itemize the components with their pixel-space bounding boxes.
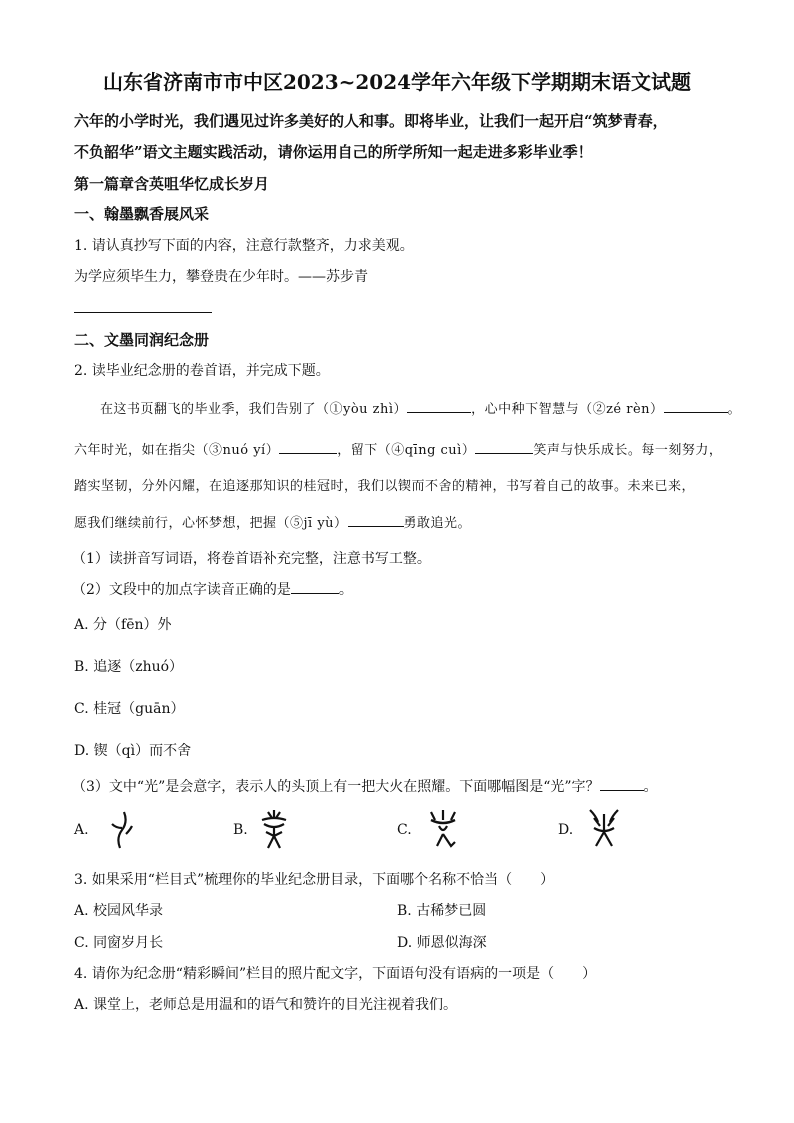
passage-line-2 <box>74 439 722 458</box>
intro-line-1: 六年的小学时光，我们遇见过许多美好的人和事。即将毕业，让我们一起开启“筑梦青春， <box>74 112 668 130</box>
option-a[interactable]: A. 分（fēn）外 <box>74 617 172 633</box>
poem-line: 为学应须毕生力，攀登贵在少年时。——苏步青 <box>74 269 368 285</box>
glyph-b-icon[interactable] <box>254 806 294 850</box>
passage-text: 笑声与快乐成长。每一刻努力， <box>533 443 723 458</box>
glyph-d-icon[interactable] <box>586 806 622 850</box>
blank-3[interactable] <box>279 439 337 454</box>
answer-line[interactable] <box>74 312 212 313</box>
passage-text: ，留下（④qīng cuì） <box>337 443 476 458</box>
option-c[interactable]: C. 桂冠（guān） <box>74 701 185 717</box>
glyph-option-c-label[interactable]: C. <box>397 822 412 838</box>
passage-text: 六年时光，如在指尖（③nuó yí） <box>74 443 280 458</box>
question-1: 1. 请认真抄写下面的内容，注意行款整齐，力求美观。 <box>74 238 414 254</box>
section-1-heading: 一、翰墨飘香展风采 <box>74 205 210 223</box>
q3-option-a[interactable]: A. 校园风华录 <box>74 903 164 919</box>
question-3: 3. 如果采用“栏目式”梳理你的毕业纪念册目录，下面哪个名称不恰当（ ） <box>74 872 555 888</box>
sub-question-2-end: 。 <box>338 582 353 598</box>
intro-line-2: 不负韶华”语文主题实践活动，请你运用自己的所学所知一起走进多彩毕业季！ <box>74 143 593 161</box>
glyph-option-b-label[interactable]: B. <box>233 822 248 838</box>
passage-line-3: 踏实坚韧，分外闪耀，在追逐那知识的桂冠时，我们以锲而不舍的精神，书写着自己的故事。未来已来， <box>74 479 696 494</box>
question-2: 2. 读毕业纪念册的卷首语，并完成下题。 <box>74 363 330 379</box>
chapter-heading: 第一篇章含英咀华忆成长岁月 <box>74 175 270 193</box>
question-4: 4. 请你为纪念册“精彩瞬间”栏目的照片配文字，下面语句没有语病的一项是（ ） <box>74 966 597 982</box>
passage-text: 愿我们继续前行，心怀梦想，把握（⑤jī yù） <box>74 516 348 531</box>
passage-line-1 <box>100 398 741 417</box>
glyph-a-icon[interactable] <box>106 808 136 852</box>
passage-text: 。 <box>727 402 742 417</box>
answer-blank[interactable] <box>600 776 644 791</box>
sub-question-3-text: （3）文中“光”是会意字，表示人的头顶上有一把大火在照耀。下面哪幅图是“光”字？ <box>72 779 600 795</box>
sub-question-1: （1）读拼音写词语，将卷首语补充完整，注意书写工整。 <box>72 551 431 567</box>
passage-text: ，心中种下智慧与（②zé rèn） <box>471 402 664 417</box>
q3-option-b[interactable]: B. 古稀梦已圆 <box>397 903 487 919</box>
passage-line-4 <box>74 512 471 531</box>
section-2-heading: 二、文墨同润纪念册 <box>74 331 210 349</box>
q3-option-d[interactable]: D. 师恩似海深 <box>397 935 487 951</box>
glyph-option-d-label[interactable]: D. <box>558 822 574 838</box>
q4-option-a[interactable]: A. 课堂上，老师总是用温和的语气和赞许的目光注视着我们。 <box>74 997 458 1013</box>
blank-4[interactable] <box>475 439 533 454</box>
q3-option-c[interactable]: C. 同窗岁月长 <box>74 935 164 951</box>
option-d[interactable]: D. 锲（qì）而不舍 <box>74 743 192 759</box>
page-title: 山东省济南市市中区2023~2024学年六年级下学期期末语文试题 <box>102 70 692 94</box>
sub-question-3-end: 。 <box>643 779 658 795</box>
sub-question-3 <box>72 776 658 796</box>
blank-5[interactable] <box>348 512 404 527</box>
passage-text: 勇敢追光。 <box>403 516 472 531</box>
option-b[interactable]: B. 追逐（zhuó） <box>74 659 184 675</box>
sub-question-2 <box>72 579 353 599</box>
passage-text: 在这书页翻飞的毕业季，我们告别了（①yòu zhì） <box>100 402 408 417</box>
answer-blank[interactable] <box>291 579 339 594</box>
glyph-c-icon[interactable] <box>425 806 461 850</box>
sub-question-2-text: （2）文段中的加点字读音正确的是 <box>72 582 291 598</box>
blank-2[interactable] <box>664 398 728 413</box>
blank-1[interactable] <box>407 398 471 413</box>
glyph-option-a-label[interactable]: A. <box>74 822 89 838</box>
